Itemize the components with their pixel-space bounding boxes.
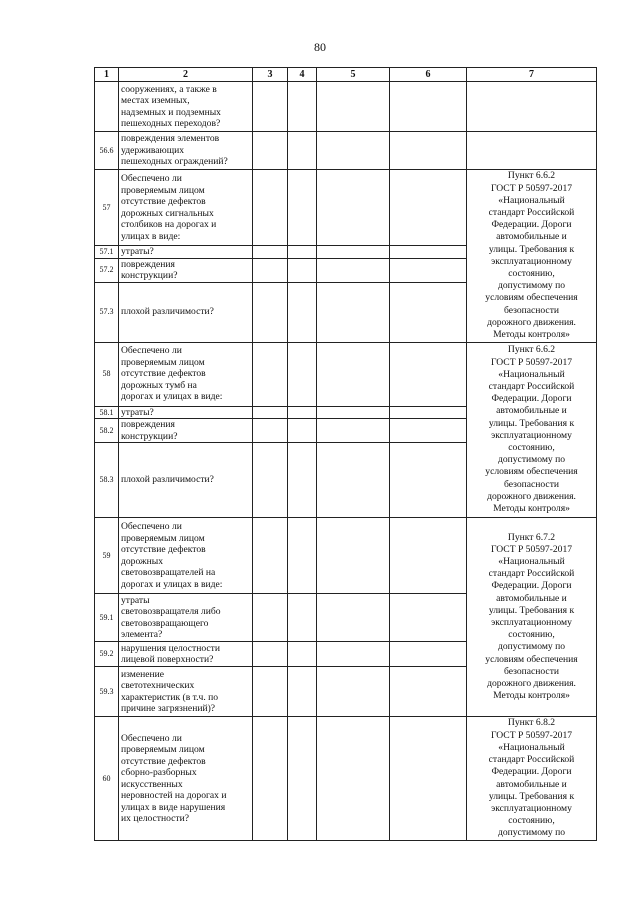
row-question [119,132,253,170]
empty-cell [390,82,467,132]
row-number: 57.3 [95,282,119,342]
reference-line: «Национальный [498,741,565,753]
table-header-row [95,68,597,82]
empty-cell [390,717,467,841]
row-number: 57 [95,170,119,246]
question-line: отсутствие дефектов [121,368,206,380]
regulation-reference [467,518,597,717]
reference-line: состоянию, [508,441,555,453]
reference-line: эксплуатационному [491,617,572,628]
table-row [95,132,597,170]
empty-cell [288,443,317,518]
question-line: сооружениях, а также в [121,83,217,95]
empty-cell [288,406,317,419]
question-line: конструкции? [121,270,178,281]
question-line: искусственных [121,778,183,790]
question-line: световозвращающего [121,617,209,629]
question-line: нарушения целостности [121,642,221,654]
reference-line: условиям обеспечения [485,292,578,304]
row-number [95,82,119,132]
question-line: проверяемым лицом [121,532,205,544]
question-line: дорожных тумб на [121,379,197,391]
row-number: 58.2 [95,419,119,443]
reference-line: безопасности [503,665,560,677]
question-line: повреждения [121,419,175,430]
reference-line: допустимому по [497,280,566,292]
question-line: утраты? [121,406,154,418]
reference-line: условиям обеспечения [485,653,578,665]
empty-cell [288,282,317,342]
row-number: 58.1 [95,406,119,419]
question-line: дорогах и улицах в виде: [121,391,223,403]
question-line: повреждения элементов [121,133,220,145]
question-line: Обеспечено ли [121,345,182,357]
question-line: проверяемым лицом [121,184,205,196]
reference-line: улицы. Требования к [488,604,575,616]
regulation-reference [467,717,597,841]
row-number: 58.3 [95,443,119,518]
row-question [119,642,253,667]
question-line: Обеспечено ли [121,732,182,744]
row-number: 60 [95,717,119,841]
table-row [95,170,597,246]
empty-cell [317,443,390,518]
question-line: Обеспечено ли [121,521,182,532]
empty-cell [317,406,390,419]
question-line: элемента? [121,629,163,640]
reference-line: безопасности [503,304,560,316]
question-line: улицах в виде: [121,230,181,242]
reference-line: Федерации. Дороги [491,766,572,778]
empty-cell [288,246,317,259]
empty-cell [317,419,390,443]
question-line: надземных и подземных [121,106,221,118]
row-number: 58 [95,342,119,406]
empty-cell [317,667,390,717]
reference-line: дорожного движения. [487,490,576,502]
row-question [119,406,253,419]
row-question [119,667,253,717]
question-line: плохой различимости? [121,306,214,318]
inspection-table [94,67,597,841]
empty-cell [390,342,467,406]
empty-cell [317,282,390,342]
question-line: проверяемым лицом [121,744,205,755]
row-question [119,518,253,594]
empty-cell [288,594,317,642]
question-line: дорогах и улицах в виде: [121,578,223,590]
question-line: утраты [121,594,150,606]
reference-line: Методы контроля» [493,328,570,340]
empty-cell [317,170,390,246]
row-question [119,717,253,841]
reference-line: безопасности [503,478,560,490]
reference-line: автомобильные и [496,778,567,790]
question-line: дорожных сигнальных [121,207,214,219]
empty-cell [253,594,288,642]
row-number: 57.1 [95,246,119,259]
empty-cell [390,443,467,518]
row-question [119,82,253,132]
empty-cell [390,406,467,419]
reference-line: автомобильные и [496,231,567,243]
empty-cell [288,642,317,667]
reference-line: эксплуатационному [491,429,572,441]
reference-line: условиям обеспечения [485,466,578,478]
empty-cell [317,246,390,259]
reference-line: улицы. Требования к [488,790,575,802]
row-question [119,258,253,282]
question-line: столбиков на дорогах и [121,219,217,230]
empty-cell [253,132,288,170]
reference-line: «Национальный [498,368,565,380]
question-line: их целостности? [121,813,190,824]
reference-line: ГОСТ Р 50597-2017 [490,729,573,741]
question-line: дорожных [121,555,164,567]
reference-line: допустимому по [497,454,566,466]
regulation-reference [467,170,597,343]
reference-line: «Национальный [498,194,565,206]
page-number: 80 [314,40,326,54]
reference-line: допустимому по [497,827,566,839]
question-line: Обеспечено ли [121,173,182,184]
question-line: лицевой поверхности? [121,654,214,665]
empty-cell [317,342,390,406]
row-number: 59.3 [95,667,119,717]
row-question [119,594,253,642]
question-line: сборно-разборных [121,767,197,778]
question-line: утраты? [121,246,154,257]
reference-line: ГОСТ Р 50597-2017 [490,543,573,555]
empty-cell [317,82,390,132]
empty-cell [253,258,288,282]
empty-cell [288,82,317,132]
table-row [95,342,597,406]
reference-line: стандарт Российской [488,754,575,766]
empty-cell [390,258,467,282]
reference-line: эксплуатационному [491,255,572,267]
row-question [119,443,253,518]
empty-cell [288,132,317,170]
empty-cell [253,443,288,518]
reference-line: Федерации. Дороги [491,393,572,405]
empty-cell [390,246,467,259]
reference-line: состоянию, [508,629,555,641]
reference-line: Методы контроля» [493,690,570,702]
header-cell: 4 [288,68,317,82]
question-line: причине загрязнений)? [121,703,216,714]
empty-cell [390,282,467,342]
question-line: повреждения [121,258,175,270]
header-cell: 7 [467,68,597,82]
reference-line: Пункт 6.6.2 [507,344,556,356]
reference-line: улицы. Требования к [488,243,575,255]
reference-line: Методы контроля» [493,502,570,514]
reference-line: допустимому по [497,641,566,653]
question-line: проверяемым лицом [121,356,205,368]
header-cell: 3 [253,68,288,82]
reference-line: ГОСТ Р 50597-2017 [490,182,573,194]
empty-cell [253,518,288,594]
question-line: отсутствие дефектов [121,755,206,767]
reference-line: автомобильные и [496,405,567,417]
header-cell: 1 [95,68,119,82]
reference-line: состоянию, [508,267,555,279]
empty-cell [317,518,390,594]
empty-cell [390,642,467,667]
reference-line: состоянию, [508,815,555,827]
empty-cell [390,132,467,170]
row-number: 56.6 [95,132,119,170]
empty-cell [317,642,390,667]
row-question [119,419,253,443]
question-line: изменение [121,668,165,680]
row-number: 59 [95,518,119,594]
row-question [119,170,253,246]
empty-cell [317,132,390,170]
question-line: световозвращателя либо [121,606,221,617]
empty-cell [253,717,288,841]
reference-line: дорожного движения. [487,316,576,328]
question-line: плохой различимости? [121,474,214,486]
question-line: неровностей на дорогах и [121,790,227,801]
row-number: 57.2 [95,258,119,282]
header-cell: 5 [317,68,390,82]
empty-cell [390,170,467,246]
empty-cell [288,419,317,443]
question-line: удерживающих [121,144,185,156]
empty-cell [253,342,288,406]
row-number: 59.1 [95,594,119,642]
empty-cell [253,246,288,259]
reference-line: Федерации. Дороги [491,580,572,592]
question-line: светотехнических [121,680,195,691]
question-line: отсутствие дефектов [121,196,206,207]
empty-cell [288,258,317,282]
table-row [95,717,597,841]
reference-line: «Национальный [498,555,565,567]
empty-cell [253,667,288,717]
header-cell: 2 [119,68,253,82]
empty-cell [467,82,597,132]
empty-cell [390,667,467,717]
reference-line: Пункт 6.6.2 [507,170,556,182]
empty-cell [253,282,288,342]
empty-cell [288,170,317,246]
empty-cell [253,170,288,246]
question-line: отсутствие дефектов [121,544,206,555]
row-question [119,342,253,406]
empty-cell [467,132,597,170]
reference-line: стандарт Российской [488,206,575,218]
question-line: световозвращателей на [121,567,216,578]
reference-line: Пункт 6.8.2 [507,717,556,729]
row-question [119,246,253,259]
reference-line: стандарт Российской [488,568,575,580]
empty-cell [288,518,317,594]
empty-cell [253,406,288,419]
table-row [95,518,597,594]
row-number: 59.2 [95,642,119,667]
empty-cell [253,419,288,443]
regulation-reference [467,342,597,518]
question-line: конструкции? [121,430,178,442]
empty-cell [317,594,390,642]
row-question [119,282,253,342]
header-cell: 6 [390,68,467,82]
question-line: пешеходных ограждений? [121,156,228,168]
reference-line: эксплуатационному [491,802,572,814]
empty-cell [288,342,317,406]
reference-line: автомобильные и [496,592,567,604]
reference-line: Федерации. Дороги [491,219,572,231]
question-line: местах иземных, [121,95,190,106]
empty-cell [390,518,467,594]
reference-line: дорожного движения. [487,678,576,690]
empty-cell [390,419,467,443]
empty-cell [253,642,288,667]
empty-cell [317,717,390,841]
empty-cell [288,667,317,717]
reference-line: улицы. Требования к [488,417,575,429]
reference-line: ГОСТ Р 50597-2017 [490,356,573,368]
empty-cell [288,717,317,841]
table-row [95,82,597,132]
empty-cell [317,258,390,282]
question-line: улицах в виде нарушения [121,801,226,813]
reference-line: Пункт 6.7.2 [507,531,556,543]
empty-cell [253,82,288,132]
empty-cell [390,594,467,642]
reference-line: стандарт Российской [488,380,575,392]
question-line: характеристик (в т.ч. по [121,691,219,703]
question-line: пешеходных переходов? [121,118,221,129]
